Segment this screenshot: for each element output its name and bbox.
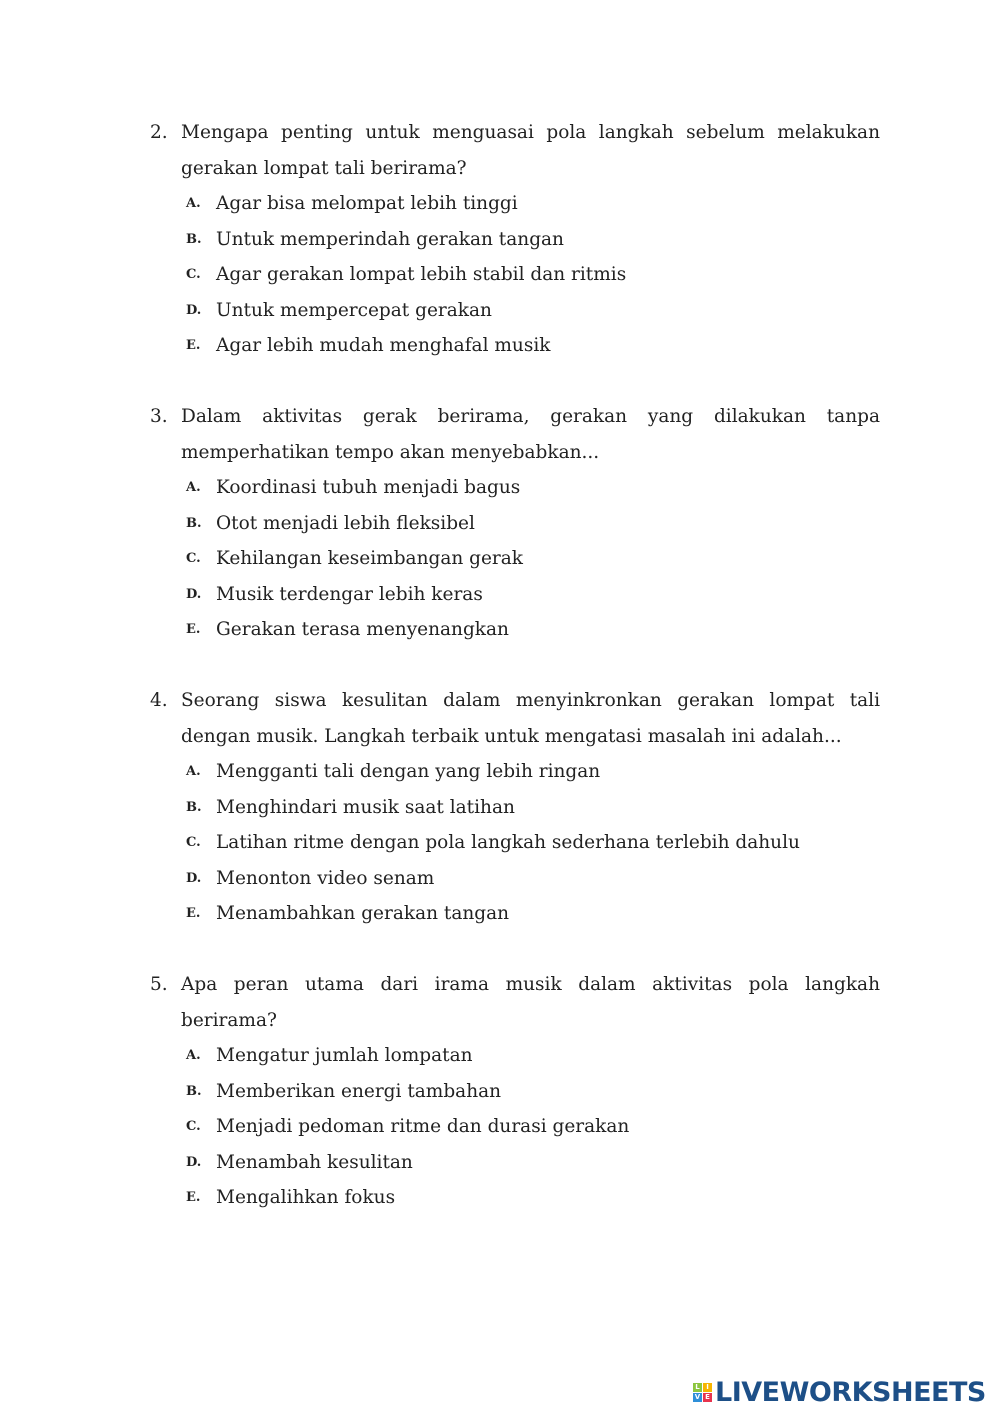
question-2: [150, 115, 880, 364]
answer-option[interactable]: [150, 612, 880, 648]
question-number: 2.: [150, 122, 168, 143]
option-letter: A.: [186, 480, 201, 495]
option-text: Agar lebih mudah menghafal musik: [216, 335, 551, 356]
question-text-line: [150, 151, 880, 187]
option-letter: C.: [186, 267, 201, 282]
liveworksheets-logo: [693, 1377, 986, 1408]
question-text: dengan musik. Langkah terbaik untuk mengatasi masalah ini adalah...: [181, 725, 842, 747]
option-letter: E.: [186, 622, 201, 637]
answer-option[interactable]: [150, 861, 880, 897]
question-5: [150, 967, 880, 1216]
option-letter: C.: [186, 551, 201, 566]
option-text: Menghindari musik saat latihan: [216, 796, 515, 818]
question-text: Dalam aktivitas gerak berirama, gerakan yang dilakukan tanpa: [181, 406, 880, 427]
option-letter: E.: [186, 338, 201, 353]
option-letter: C.: [186, 835, 201, 850]
question-text: gerakan lompat tali berirama?: [181, 157, 467, 179]
option-letter: B.: [186, 799, 202, 815]
answer-option[interactable]: [150, 1180, 880, 1216]
question-text-line: [150, 967, 880, 1003]
answer-option[interactable]: [150, 186, 880, 222]
question-text-line: [150, 115, 880, 151]
option-letter: E.: [186, 906, 201, 921]
option-text: Menambahkan gerakan tangan: [216, 903, 510, 924]
question-text: berirama?: [181, 1009, 277, 1031]
option-text: Mengganti tali dengan yang lebih ringan: [216, 761, 601, 782]
answer-option[interactable]: [150, 1145, 880, 1181]
answer-option[interactable]: [150, 577, 880, 613]
option-text: Gerakan terasa menyenangkan: [216, 619, 509, 640]
option-text: Mengalihkan fokus: [216, 1187, 396, 1208]
answer-option[interactable]: [150, 293, 880, 329]
logo-text: LIVEWORKSHEETS: [715, 1377, 986, 1408]
answer-option[interactable]: [150, 541, 880, 577]
option-text: Menonton video senam: [216, 867, 435, 889]
answer-option[interactable]: [150, 896, 880, 932]
answer-option[interactable]: [150, 328, 880, 364]
option-letter: C.: [186, 1119, 201, 1134]
live-icon: L I V E: [693, 1383, 712, 1402]
answer-option[interactable]: [150, 470, 880, 506]
question-number: 5.: [150, 974, 168, 995]
answer-option[interactable]: [150, 1074, 880, 1110]
question-text-line: [150, 435, 880, 471]
option-text: Agar bisa melompat lebih tinggi: [216, 193, 518, 214]
option-letter: E.: [186, 1190, 201, 1205]
answer-option[interactable]: [150, 257, 880, 293]
option-text: Menjadi pedoman ritme dan durasi gerakan: [216, 1116, 630, 1137]
question-3: [150, 399, 880, 648]
option-text: Koordinasi tubuh menjadi bagus: [216, 477, 521, 498]
option-letter: D.: [186, 1154, 202, 1170]
option-letter: D.: [186, 586, 202, 602]
answer-option[interactable]: [150, 825, 880, 861]
question-number: 4.: [150, 690, 168, 711]
question-text-line: [150, 399, 880, 435]
option-text: Musik terdengar lebih keras: [216, 583, 483, 605]
answer-option[interactable]: [150, 1038, 880, 1074]
answer-option[interactable]: [150, 754, 880, 790]
question-4: [150, 683, 880, 932]
question-text-line: [150, 683, 880, 719]
answer-option[interactable]: [150, 506, 880, 542]
question-text: memperhatikan tempo akan menyebabkan...: [181, 441, 600, 463]
answer-option[interactable]: [150, 790, 880, 826]
option-text: Menambah kesulitan: [216, 1151, 413, 1173]
option-letter: B.: [186, 1083, 202, 1099]
option-text: Latihan ritme dengan pola langkah sederhana terlebih dahulu: [216, 832, 800, 853]
answer-option[interactable]: [150, 1109, 880, 1145]
question-text: Seorang siswa kesulitan dalam menyinkronkan gerakan lompat tali: [181, 690, 880, 711]
option-text: Kehilangan keseimbangan gerak: [216, 548, 524, 569]
question-text-line: [150, 1003, 880, 1039]
option-text: Untuk memperindah gerakan tangan: [216, 228, 564, 250]
option-text: Otot menjadi lebih fleksibel: [216, 512, 475, 534]
option-text: Memberikan energi tambahan: [216, 1080, 502, 1102]
question-text: Mengapa penting untuk menguasai pola langkah sebelum melakukan: [181, 122, 880, 143]
option-letter: A.: [186, 196, 201, 211]
option-text: Agar gerakan lompat lebih stabil dan ritmis: [216, 264, 627, 285]
option-letter: D.: [186, 302, 202, 318]
option-text: Mengatur jumlah lompatan: [216, 1045, 473, 1066]
question-text: Apa peran utama dari irama musik dalam aktivitas pola langkah: [181, 974, 880, 995]
question-number: 3.: [150, 406, 168, 427]
answer-option[interactable]: [150, 222, 880, 258]
option-letter: A.: [186, 764, 201, 779]
option-text: Untuk mempercepat gerakan: [216, 299, 492, 321]
question-text-line: [150, 719, 880, 755]
option-letter: D.: [186, 870, 202, 886]
option-letter: A.: [186, 1048, 201, 1063]
option-letter: B.: [186, 515, 202, 531]
option-letter: B.: [186, 231, 202, 247]
